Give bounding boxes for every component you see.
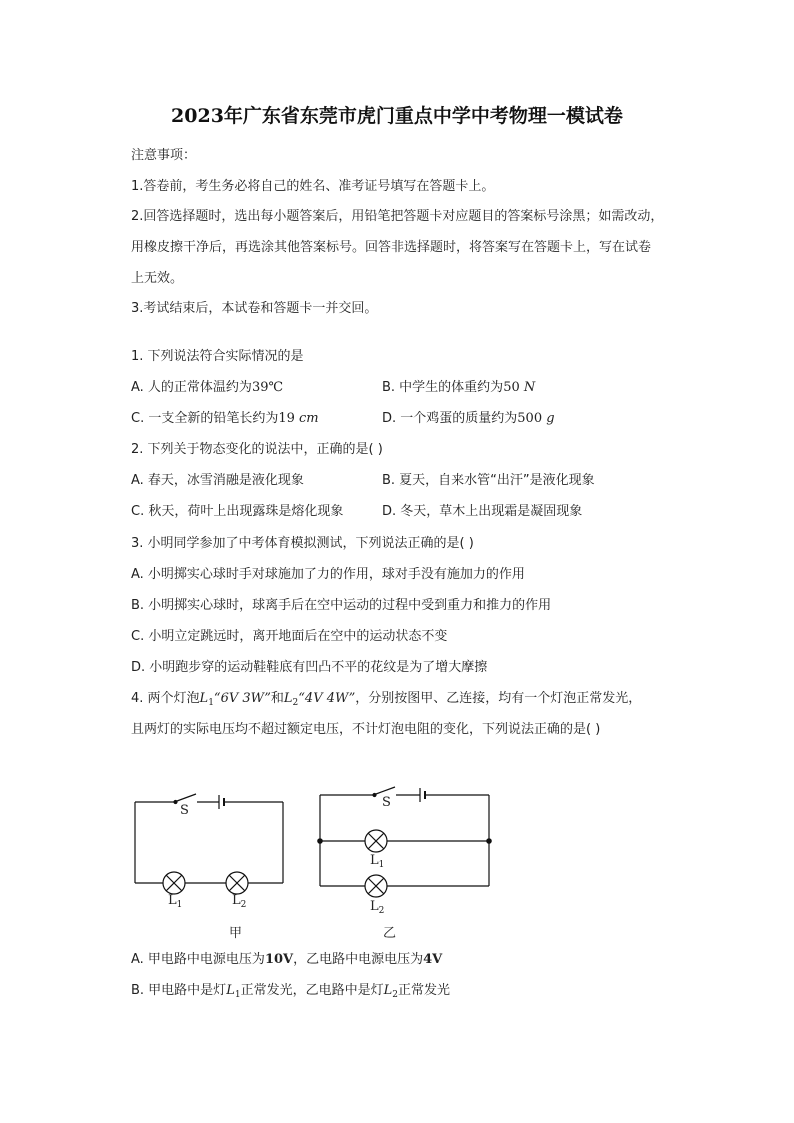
q2-option-c: C. 秋天，荷叶上出现露珠是熔化现象: [131, 504, 344, 519]
q1-option-a-text: A. 人的正常体温约为: [131, 380, 252, 395]
exam-title: 2023年广东省东莞市虎门重点中学中考物理一模试卷: [171, 105, 623, 127]
q1-option-a: [131, 378, 283, 398]
q3-option-b: B. 小明掷实心球时，球离手后在空中运动的过程中受到重力和推力的作用: [131, 598, 552, 613]
jia-lamp1-subscript: 1: [176, 900, 183, 910]
q4-option-b-part3: 正常发光: [397, 983, 450, 998]
yi-lamp2-subscript: 2: [378, 906, 385, 916]
q4-l1-symbol: L: [199, 691, 209, 706]
notice-item-2: 2.回答选择题时，选出每小题答案后，用铅笔把答题卡对应题目的答案标号涂黑；如需改动，: [131, 209, 664, 224]
q1-option-c-value: 19: [278, 411, 295, 426]
jia-lamp1-label: [168, 893, 182, 910]
q4-option-a-part1: A. 甲电路中电源电压为: [131, 952, 265, 967]
q1-option-b-text: B. 中学生的体重约为: [382, 380, 504, 395]
jia-lamp2-label: [232, 893, 246, 910]
yi-lamp1-subscript: 1: [378, 860, 385, 870]
q4-option-b-part1: B. 甲电路中是灯: [131, 983, 227, 998]
q1-option-d-text: D. 一个鸡蛋的质量约为: [382, 411, 518, 426]
notice-item-3: 3.考试结束后，本试卷和答题卡一并交回。: [131, 301, 378, 316]
q3-option-a: A. 小明掷实心球时手对球施加了力的作用，球对手没有施加力的作用: [131, 567, 525, 582]
q4-option-b-part2: 正常发光，乙电路中是灯: [240, 983, 384, 998]
q3-stem: 3. 小明同学参加了中考体育模拟测试，下列说法正确的是( ): [131, 536, 474, 551]
q4-option-a-part2: ，乙电路中电源电压为: [293, 952, 424, 967]
q1-option-d-value: 500: [517, 411, 543, 426]
jia-lamp1-symbol: L: [168, 893, 177, 908]
q2-stem: 2. 下列关于物态变化的说法中，正确的是( ): [131, 442, 383, 457]
notice-item-2-cont: 用橡皮擦干净后，再选涂其他答案标号。回答非选择题时，将答案写在答题卡上，写在试卷: [131, 240, 652, 255]
q4-l2-spec: “4V 4W”: [298, 691, 356, 706]
caption-jia: 甲: [229, 926, 243, 941]
q4-stem-line1: [131, 689, 641, 713]
q4-l2-subscript: 2: [292, 698, 299, 708]
jia-lamp2-subscript: 2: [240, 900, 247, 910]
q1-option-b-value: 50: [503, 380, 520, 395]
q4-option-b-l2: L: [383, 983, 393, 998]
q3-option-c: C. 小明立定跳远时，离开地面后在空中的运动状态不变: [131, 629, 448, 644]
yi-switch-label: S: [382, 795, 391, 810]
jia-switch-label: S: [180, 803, 189, 818]
q4-l1-spec: “6V 3W”: [213, 691, 271, 706]
q4-option-a-value2: 4V: [423, 952, 443, 967]
circuit-jia: [135, 794, 283, 894]
q1-option-d-unit: g: [546, 411, 555, 426]
q4-option-b-l2-sub: 2: [392, 990, 398, 1000]
q4-l1-subscript: 1: [208, 698, 214, 708]
q1-option-c-unit: cm: [299, 411, 319, 426]
q1-option-d: [382, 409, 555, 429]
notice-item-2-end: 上无效。: [131, 271, 184, 286]
q1-option-b-unit: N: [523, 380, 536, 395]
circuit-figure: [120, 780, 510, 940]
yi-lamp2-label: [370, 899, 384, 916]
q4-l2-symbol: L: [283, 691, 293, 706]
q2-option-d: D. 冬天，草木上出现霜是凝固现象: [382, 504, 583, 519]
circuit-yi: [318, 787, 491, 897]
jia-lamp2-symbol: L: [232, 893, 241, 908]
q3-option-d: D. 小明跑步穿的运动鞋鞋底有凹凸不平的花纹是为了增大摩擦: [131, 660, 488, 675]
q4-stem-line2: 且两灯的实际电压均不超过额定电压，不计灯泡电阻的变化，下列说法正确的是( ): [131, 722, 601, 737]
q1-option-b: [382, 378, 535, 398]
q4-option-b-l1: L: [226, 983, 235, 998]
yi-lamp2-symbol: L: [370, 899, 379, 914]
notice-item-1: 1.答卷前，考生务必将自己的姓名、准考证号填写在答题卡上。: [131, 179, 495, 194]
q4-stem-part2: ，分别按图甲、乙连接，均有一个灯泡正常发光，: [355, 691, 642, 706]
yi-lamp1-symbol: L: [370, 853, 379, 868]
q2-option-a: A. 春天，冰雪消融是液化现象: [131, 473, 304, 488]
q1-option-c-text: C. 一支全新的铅笔长约为: [131, 411, 279, 426]
q4-option-b: [131, 981, 450, 1005]
q4-option-b-l1-sub: 1: [234, 990, 241, 1000]
yi-lamp1-label: [370, 853, 384, 870]
q1-option-c: [131, 409, 319, 429]
q1-option-a-value: 39℃: [251, 380, 284, 395]
q4-option-a: [131, 950, 442, 970]
q1-stem: 1. 下列说法符合实际情况的是: [131, 349, 304, 364]
caption-yi: 乙: [383, 926, 397, 941]
q4-option-a-value1: 10V: [264, 952, 294, 967]
q2-option-b: B. 夏天，自来水管“出汗”是液化现象: [382, 473, 595, 488]
q4-stem-part1: 4. 两个灯泡: [131, 691, 200, 706]
notice-heading: 注意事项：: [131, 148, 197, 163]
q4-and: 和: [270, 691, 284, 706]
